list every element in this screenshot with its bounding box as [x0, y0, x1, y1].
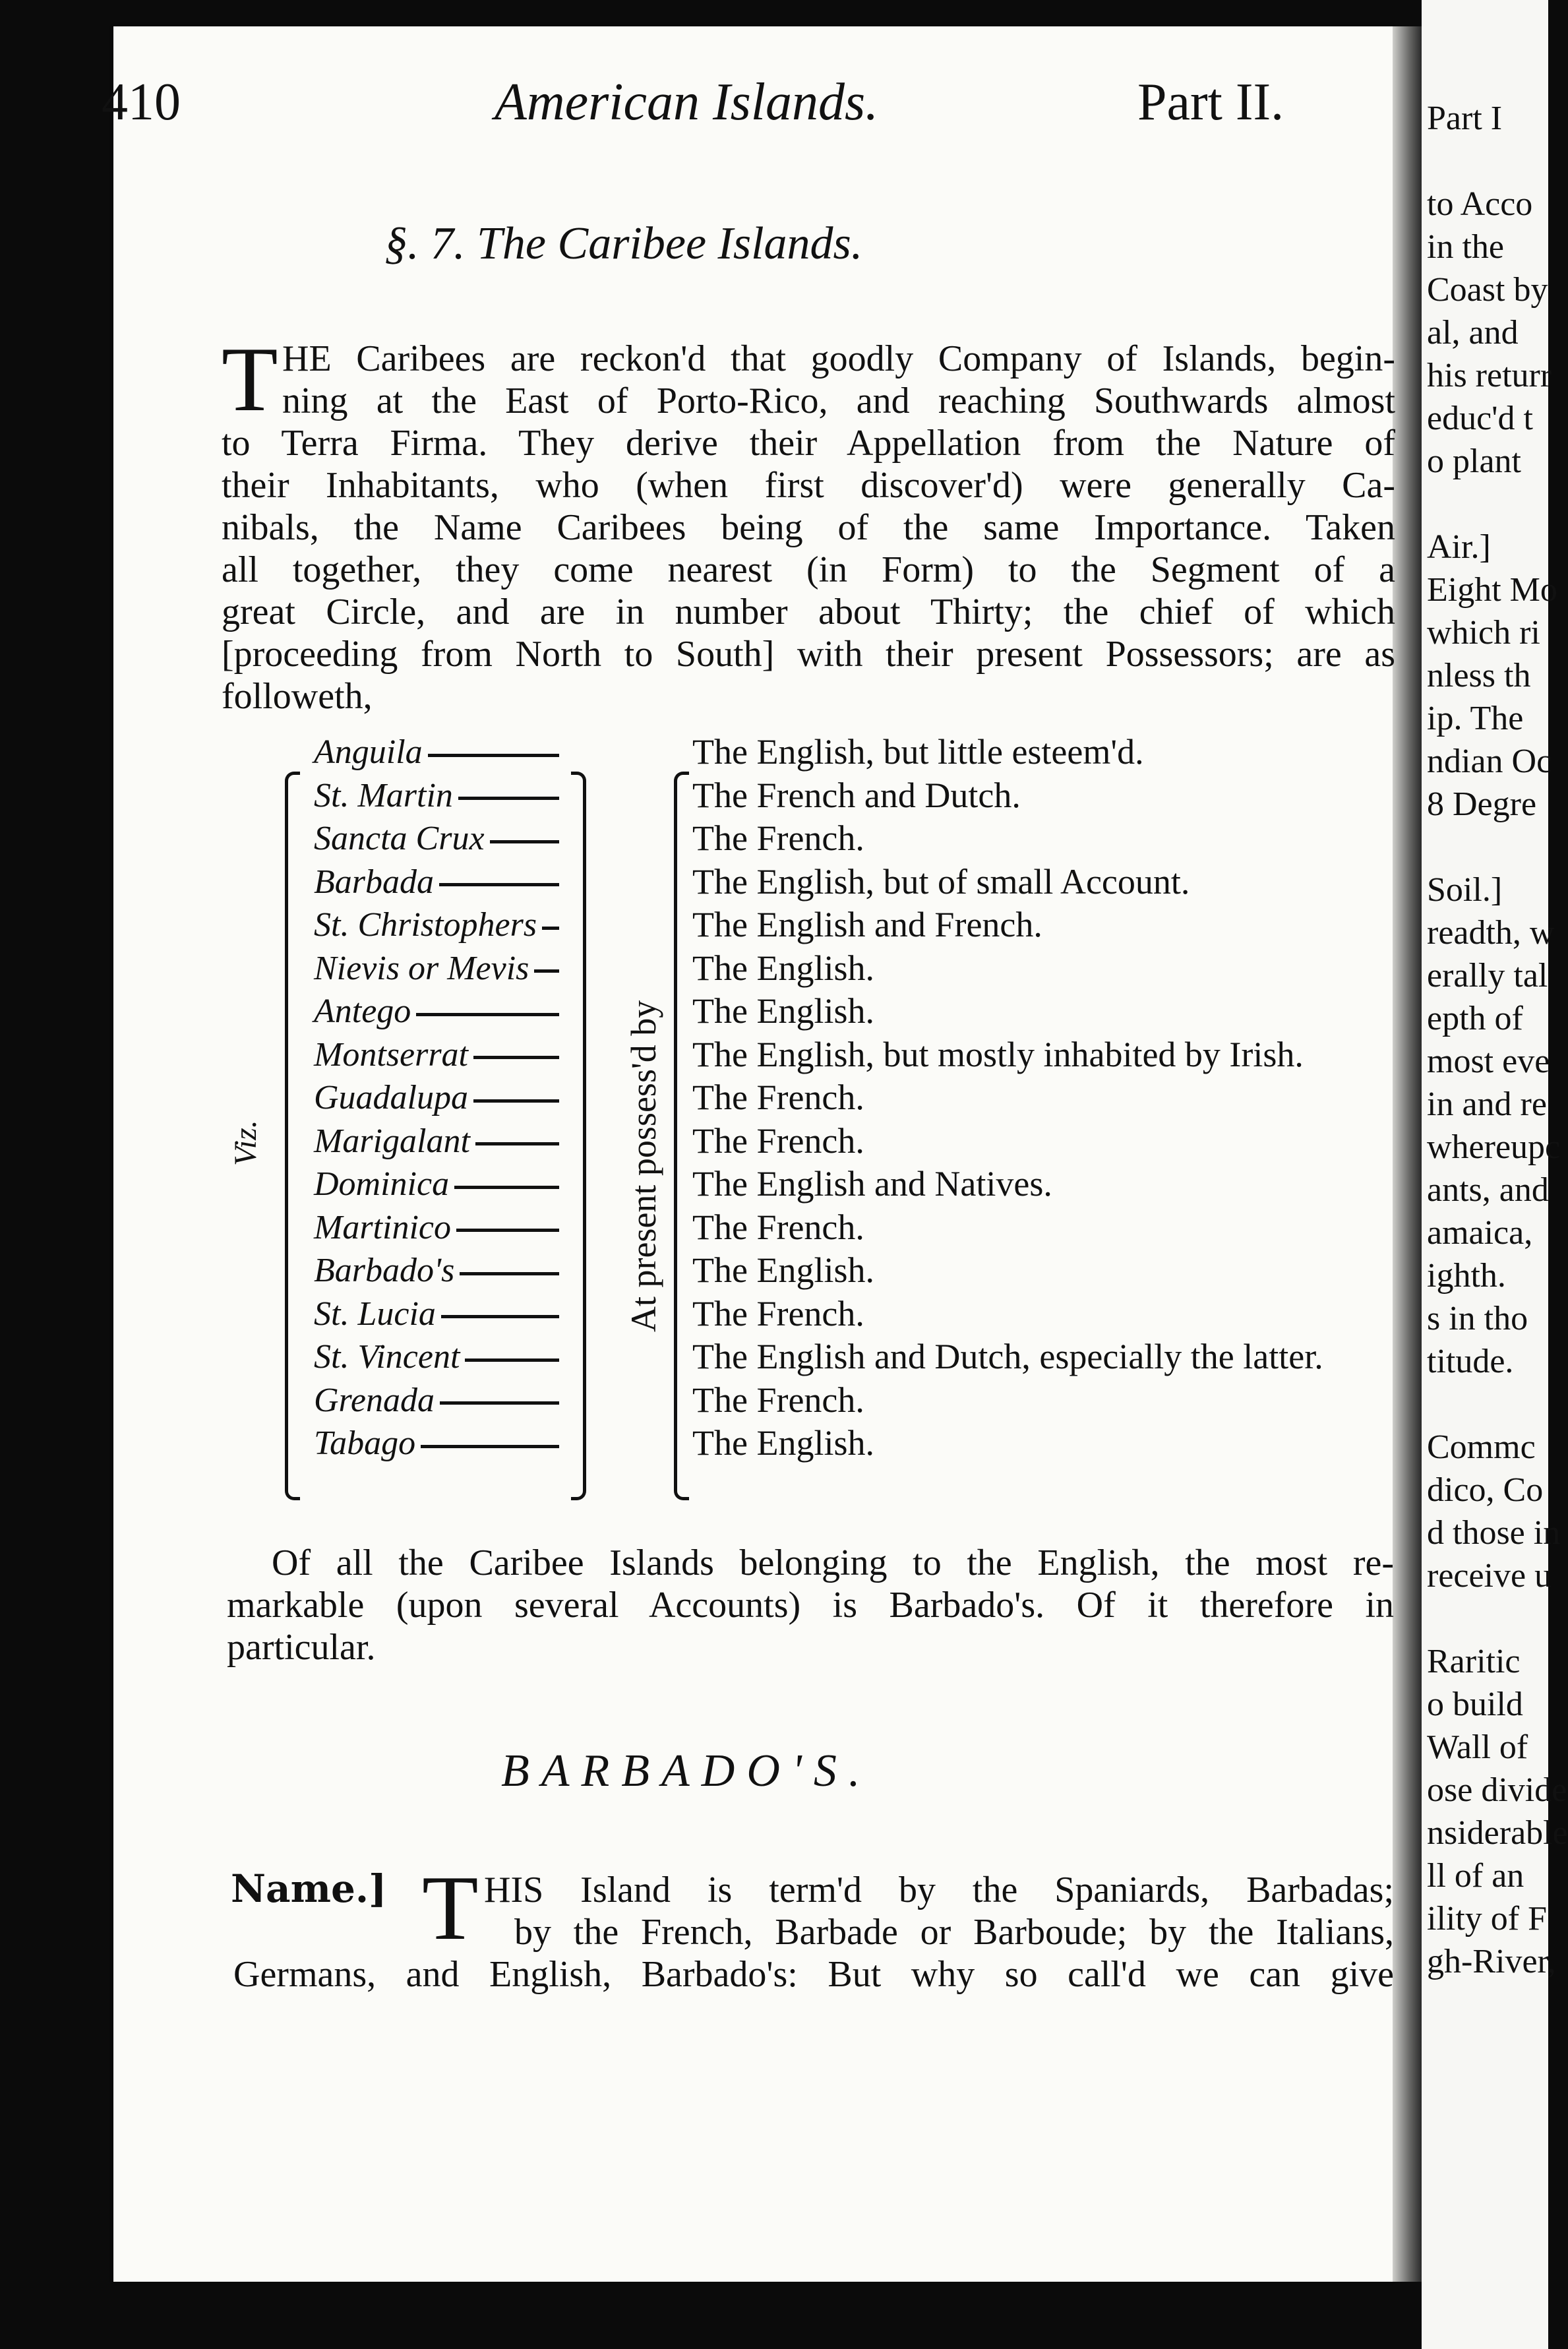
possessor-row: The English and Dutch, especially the latter.: [692, 1337, 1323, 1376]
section-heading: §. 7. The Caribee Islands.: [384, 218, 863, 269]
facing-page-line: readth, w: [1427, 914, 1555, 952]
facing-page-line: o build: [1427, 1686, 1523, 1723]
island-name: St. Vincent: [314, 1338, 460, 1376]
facing-page-line: 8 Degre: [1427, 785, 1537, 823]
leader-dash: [460, 1272, 559, 1275]
text-line: HIS Island is term'd by the Spaniards, Barbadas;: [484, 1870, 1394, 1910]
island-list: [314, 731, 559, 1465]
closing-paragraph: [227, 1542, 1394, 1668]
possessor-row: The French.: [692, 1120, 864, 1161]
text-line: nibals, the Name Caribees being of the same Importance. Taken: [222, 507, 1395, 548]
text-line: all together, they come nearest (in Form) to the Segment of a: [222, 549, 1395, 590]
facing-page-line: gh-River,: [1427, 1943, 1556, 1980]
dropcap: T: [422, 1857, 479, 1959]
possessor-row: The French.: [692, 1207, 864, 1247]
island-name: St. Christophers: [314, 906, 537, 944]
possessor-row: The French.: [692, 1078, 864, 1117]
facing-page-line: al, and: [1427, 314, 1519, 351]
facing-page-line: nsiderable: [1427, 1814, 1568, 1852]
island-row: [314, 1293, 559, 1336]
island-name: St. Lucia: [314, 1295, 436, 1333]
possessor-row: The English and French.: [692, 905, 1042, 944]
text-line: great Circle, and are in number about Thirty; the chief of which: [222, 592, 1395, 632]
text-line: particular.: [227, 1627, 376, 1668]
facing-page-line: o plant: [1427, 442, 1521, 480]
name-paragraph: [233, 1869, 1394, 1996]
leader-dash: [490, 840, 559, 843]
margin-note-name: Name.]: [231, 1866, 387, 1911]
facing-page-line: Soil.]: [1427, 871, 1503, 909]
leader-dash: [458, 797, 559, 800]
facing-page-line: titude.: [1427, 1343, 1514, 1380]
island-name: Barbado's: [314, 1252, 455, 1289]
facing-page-line: in the: [1427, 228, 1504, 266]
possessor-row: The English, but little esteem'd.: [692, 732, 1144, 772]
facing-page-line: Part I: [1427, 100, 1503, 137]
page-gutter: [1393, 26, 1422, 2282]
island-row: [314, 1249, 559, 1293]
viz-label: Viz.: [228, 1120, 263, 1166]
island-row: [314, 1076, 559, 1120]
facing-page-line: educ'd t: [1427, 400, 1533, 437]
facing-page-line: ility of F: [1427, 1900, 1548, 1937]
island-row: [314, 1206, 559, 1250]
island-name: Anguila: [314, 733, 423, 771]
facing-page-line: which ri: [1427, 614, 1540, 652]
possessor-row: The French.: [692, 818, 864, 858]
facing-page-line: ants, and: [1427, 1171, 1549, 1209]
possessed-by-label: At present possess'd by: [624, 1000, 663, 1332]
facing-page-line: ll of an: [1427, 1857, 1524, 1895]
facing-page-line: epth of: [1427, 1000, 1523, 1037]
text-line: ning at the East of Porto-Rico, and reaching Southwards almost: [282, 381, 1395, 421]
leader-dash: [441, 1315, 559, 1318]
island-row: [314, 1379, 559, 1422]
leader-dash: [439, 883, 559, 886]
island-row: [314, 903, 559, 947]
leader-dash: [428, 754, 559, 757]
facing-page-line: Commc: [1427, 1428, 1536, 1466]
island-name: Sancta Crux: [314, 820, 485, 857]
text-line: their Inhabitants, who (when first discover'd) were generally Ca-: [222, 465, 1395, 506]
running-title: American Islands.: [495, 73, 879, 131]
island-name: Nievis or Mevis: [314, 949, 529, 987]
facing-page-line: Wall of: [1427, 1728, 1528, 1766]
possessor-row: The English and Natives.: [692, 1164, 1052, 1204]
leader-dash: [475, 1142, 559, 1145]
possessor-row: The English, but of small Account.: [692, 861, 1190, 901]
leader-dash: [534, 969, 559, 973]
island-row: [314, 817, 559, 861]
facing-page-line: ighth.: [1427, 1257, 1506, 1295]
facing-page-line: receive u: [1427, 1557, 1552, 1595]
island-row: [314, 1422, 559, 1465]
possessor-row: The French.: [692, 1380, 864, 1420]
island-row: [314, 774, 559, 818]
island-name: Marigalant: [314, 1122, 470, 1160]
facing-page-line: s in tho: [1427, 1300, 1528, 1337]
facing-page-line: erally tal: [1427, 957, 1548, 994]
facing-page-line: to Acco: [1427, 185, 1533, 223]
text-line: markable (upon several Accounts) is Barbado's. Of it therefore in: [227, 1585, 1394, 1626]
right-brace: [674, 772, 689, 1500]
leader-dash: [416, 1013, 559, 1016]
left-brace: [285, 772, 300, 1500]
island-name: Dominica: [314, 1165, 450, 1203]
facing-page-line: in and re: [1427, 1085, 1547, 1123]
text-line: by the French, Barbade or Barboude; by the Italians,: [514, 1912, 1394, 1953]
leader-dash: [440, 1401, 559, 1405]
text-line: followeth,: [222, 676, 373, 717]
facing-page-fragment: [1422, 0, 1568, 2349]
facing-page-line: Eight Mo: [1427, 571, 1557, 609]
island-name: Montserrat: [314, 1035, 468, 1074]
facing-page-line: ose divide: [1427, 1771, 1567, 1809]
leader-dash: [465, 1358, 559, 1362]
facing-page-line: Air.]: [1427, 528, 1491, 566]
leader-dash: [454, 1186, 559, 1189]
facing-page-line: most eve: [1427, 1043, 1550, 1080]
island-row: [314, 1335, 559, 1379]
barbados-heading: BARBADO'S.: [501, 1746, 872, 1796]
island-name: St. Martin: [314, 776, 453, 814]
page-number: 410: [102, 73, 181, 131]
text-line: Of all the Caribee Islands belonging to the English, the most re-: [272, 1542, 1394, 1583]
leader-dash: [473, 1056, 559, 1059]
facing-page-line: d those in: [1427, 1514, 1561, 1552]
possessor-row: The English.: [692, 1250, 874, 1290]
possessor-row: The English.: [692, 1423, 874, 1463]
island-name: Martinico: [314, 1208, 451, 1246]
facing-page-line: Raritic: [1427, 1643, 1521, 1680]
possessor-list: [692, 731, 1323, 1465]
facing-page-line: dico, Co: [1427, 1471, 1544, 1509]
possessor-row: The French.: [692, 1293, 864, 1333]
leader-dash: [456, 1229, 559, 1232]
middle-brace-right: [571, 772, 586, 1500]
facing-page-line: whereupc: [1427, 1128, 1561, 1166]
island-name: Antego: [314, 992, 411, 1030]
text-line: to Terra Firma. They derive their Appellation from the Nature of: [222, 423, 1395, 464]
leader-dash: [542, 927, 559, 930]
facing-page-line: Coast by: [1427, 271, 1548, 309]
island-name: Tabago: [314, 1424, 416, 1462]
text-line: HE Caribees are reckon'd that goodly Company of Islands, begin-: [282, 338, 1395, 379]
island-row: [314, 1120, 559, 1163]
island-name: Guadalupa: [314, 1079, 468, 1116]
island-name: Barbada: [314, 863, 434, 901]
island-row: [314, 861, 559, 904]
island-name: Grenada: [314, 1381, 435, 1419]
facing-page-line: ndian Oc: [1427, 743, 1552, 780]
facing-page-line: amaica,: [1427, 1214, 1533, 1252]
possessor-row: The English, but mostly inhabited by Irish.: [692, 1034, 1304, 1074]
island-row: [314, 990, 559, 1033]
dropcap: T: [222, 328, 278, 431]
leader-dash: [473, 1099, 559, 1103]
leader-dash: [421, 1445, 559, 1448]
possessor-row: The French and Dutch.: [692, 775, 1021, 815]
island-row: [314, 1163, 559, 1206]
island-row: [314, 947, 559, 991]
facing-page-line: ip. The: [1427, 700, 1524, 737]
island-row: [314, 731, 559, 774]
facing-page-line: his returr: [1427, 357, 1552, 394]
possessor-row: The English.: [692, 948, 874, 988]
part-label: Part II.: [1137, 73, 1284, 131]
island-row: [314, 1033, 559, 1077]
text-line: Germans, and English, Barbado's: But why so call'd we can give: [233, 1954, 1394, 1995]
intro-paragraph: [222, 338, 1395, 717]
possessor-row: The English.: [692, 991, 874, 1031]
text-line: [proceeding from North to South] with their present Possessors; are as: [222, 634, 1395, 675]
facing-page-line: nless th: [1427, 657, 1531, 694]
